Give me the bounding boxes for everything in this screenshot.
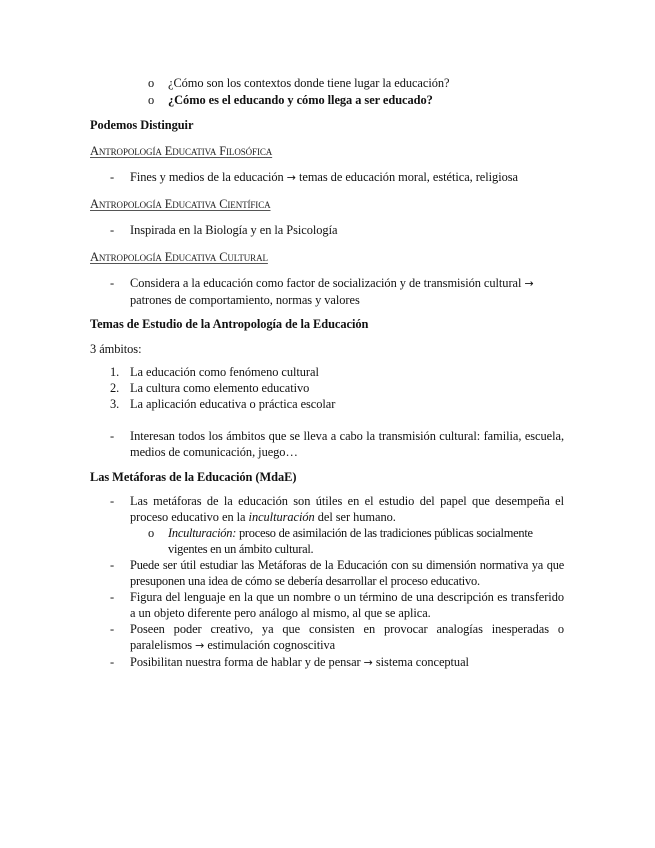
list-item bbox=[90, 654, 564, 671]
circle-bullet-icon: o bbox=[148, 526, 155, 540]
question-text: ¿Cómo es el educando y cómo llega a ser educado? bbox=[168, 93, 433, 107]
list-item-text: La aplicación educativa o práctica escolar bbox=[130, 397, 336, 411]
bullet-text: Inspirada en la Biología y en la Psicología bbox=[130, 223, 338, 237]
dash-bullet-icon: - bbox=[110, 494, 115, 508]
list-item bbox=[90, 428, 564, 460]
cultural-title: Antropología Educativa Cultural bbox=[90, 250, 268, 264]
list-item bbox=[90, 493, 564, 525]
dash-bullet-icon: - bbox=[110, 558, 115, 572]
bullet-text: Interesan todos los ámbitos que se lleva a cabo la transmisión cultural: familia, escuela, medios de comunicación, juego… bbox=[130, 429, 564, 459]
dash-bullet-icon: - bbox=[110, 655, 115, 669]
dash-bullet-icon: - bbox=[110, 170, 115, 184]
list-item bbox=[90, 557, 564, 589]
section-heading: Las Metáforas de la Educación (MdaE) bbox=[90, 470, 297, 484]
list-number: 2. bbox=[110, 381, 120, 395]
bullet-text: Puede ser útil estudiar las Metáforas de la Educación con su dimensión normativa ya que presuponen una idea de cómo se debería desarrollar el proceso educativo. bbox=[130, 558, 564, 588]
arrow-icon: → bbox=[524, 277, 534, 290]
bullet-text: Poseen poder creativo, ya que consisten en provocar analogías inesperadas o paralelismos → estimulación cognoscitiva bbox=[130, 622, 564, 652]
temas-intro: 3 ámbitos: bbox=[90, 342, 142, 356]
list-item bbox=[90, 396, 564, 412]
dash-bullet-icon: - bbox=[110, 223, 115, 237]
bullet-text: Figura del lenguaje en la que un nombre o un término de una descripción es transferido a un objeto diferente pero análogo al mismo, al que se aplica. bbox=[130, 590, 564, 620]
dash-bullet-icon: - bbox=[110, 590, 115, 604]
dash-bullet-icon: - bbox=[110, 429, 115, 443]
bullet-text: Considera a la educación como factor de socialización y de transmisión cultural → patrones de comportamiento, normas y valores bbox=[130, 276, 534, 307]
list-item bbox=[90, 275, 564, 308]
question-text: ¿Cómo son los contextos donde tiene lugar la educación? bbox=[168, 76, 450, 90]
list-item bbox=[90, 525, 564, 557]
subsection-title bbox=[90, 196, 564, 212]
circle-bullet-icon: o bbox=[148, 76, 155, 90]
list-item bbox=[90, 169, 564, 186]
arrow-icon: → bbox=[286, 171, 296, 184]
list-number: 3. bbox=[110, 397, 120, 411]
arrow-icon: → bbox=[363, 656, 373, 669]
bullet-text: Fines y medios de la educación → temas de educación moral, estética, religiosa bbox=[130, 170, 518, 184]
circle-bullet-icon: o bbox=[148, 93, 155, 107]
section-heading: Podemos Distinguir bbox=[90, 118, 194, 132]
bullet-list bbox=[90, 493, 564, 671]
dash-bullet-icon: - bbox=[110, 276, 115, 290]
questions-list bbox=[90, 75, 564, 108]
list-item bbox=[90, 621, 564, 654]
subsection-title bbox=[90, 249, 564, 265]
bullet-list bbox=[90, 428, 564, 460]
list-item bbox=[90, 75, 564, 91]
bullet-list bbox=[90, 169, 564, 186]
bullet-list bbox=[90, 222, 564, 238]
numbered-list bbox=[90, 364, 564, 412]
arrow-icon: → bbox=[195, 639, 205, 652]
list-item bbox=[90, 380, 564, 396]
list-item bbox=[90, 92, 564, 108]
list-item-text: La educación como fenómeno cultural bbox=[130, 365, 319, 379]
list-item bbox=[90, 364, 564, 380]
list-item-text: La cultura como elemento educativo bbox=[130, 381, 310, 395]
bullet-text: Inculturación: proceso de asimilación de las tradiciones públicas socialmente vigentes en un ámbito cultural. bbox=[168, 526, 533, 556]
bullet-text: Posibilitan nuestra forma de hablar y de pensar → sistema conceptual bbox=[130, 655, 469, 669]
dash-bullet-icon: - bbox=[110, 622, 115, 636]
list-number: 1. bbox=[110, 365, 120, 379]
cientifica-title: Antropología Educativa Científica bbox=[90, 197, 271, 211]
list-item bbox=[90, 222, 564, 238]
subsection-title bbox=[90, 143, 564, 159]
section-heading: Temas de Estudio de la Antropología de la Educación bbox=[90, 317, 369, 331]
bullet-text: Las metáforas de la educación son útiles en el estudio del papel que desempeña el proceso educativo en la inculturación del ser humano. bbox=[130, 494, 564, 524]
bullet-list bbox=[90, 275, 564, 308]
filosofica-title: Antropología Educativa Filosófica bbox=[90, 144, 273, 158]
list-item bbox=[90, 589, 564, 621]
